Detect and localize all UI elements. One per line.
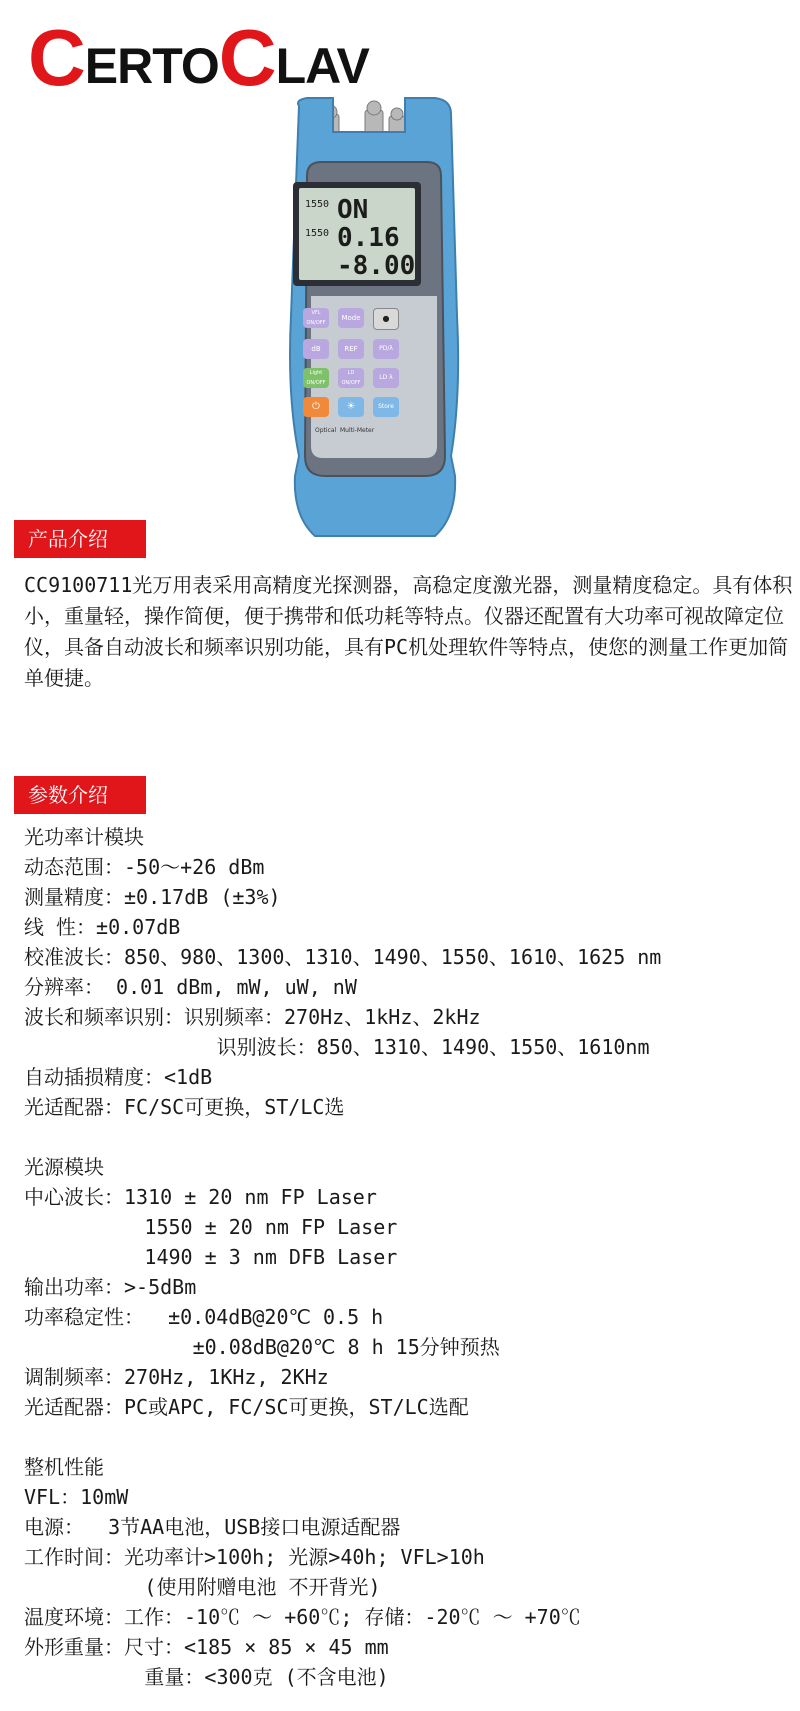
key-pd[interactable]: PD/λ	[373, 339, 399, 359]
param-line: 光适配器：PC或APC, FC/SC可更换，ST/LC选配	[24, 1395, 469, 1419]
key-light[interactable]: Light ON/OFF	[303, 368, 329, 388]
param-line: 动态范围：-50～+26 dBm	[24, 855, 265, 879]
key-db[interactable]: dB	[303, 339, 329, 359]
logo-letter-c2: C	[218, 13, 276, 102]
param-line: 中心波长：1310 ± 20 nm FP Laser	[24, 1185, 377, 1209]
key-ref[interactable]: REF	[338, 339, 364, 359]
param-line: 工作时间：光功率计>100h; 光源>40h; VFL>10h	[24, 1545, 485, 1569]
param-line: 光源模块	[24, 1155, 104, 1179]
param-line: 自动插损精度：<1dB	[24, 1065, 213, 1089]
param-line: ±0.08dB@20℃ 8 h 15分钟预热	[24, 1335, 500, 1359]
key-dot[interactable]: ●	[373, 308, 399, 330]
param-line	[24, 1122, 794, 1152]
param-line: 识别波长：850、1310、1490、1550、1610nm	[24, 1035, 650, 1059]
backlight-icon[interactable]: ☀	[338, 397, 364, 417]
param-line	[24, 1422, 794, 1452]
key-mode[interactable]: Mode	[338, 308, 364, 328]
param-line: 光适配器：FC/SC可更换，ST/LC选	[24, 1095, 345, 1119]
section-tag-product-intro: 产品介绍	[14, 520, 146, 558]
device-model-label: Optical Multi-Meter	[315, 427, 375, 434]
logo-letter-c1: C	[28, 13, 85, 102]
param-line: 重量：<300克 (不含电池)	[24, 1665, 389, 1689]
param-line: 1550 ± 20 nm FP Laser	[24, 1215, 398, 1239]
param-line: 外形重量：尺寸：<185 × 85 × 45 mm	[24, 1635, 389, 1659]
key-store[interactable]: Store	[373, 397, 399, 417]
key-ld-onoff[interactable]: LD ON/OFF	[338, 368, 364, 388]
lcd-value-1: ON	[337, 195, 369, 225]
keypad	[303, 308, 403, 434]
param-line: 光功率计模块	[24, 825, 144, 849]
param-line: 调制频率：270Hz, 1KHz, 2KHz	[24, 1365, 329, 1389]
lcd-value-3: -8.00	[337, 251, 416, 281]
section-tag-parameters: 参数介绍	[14, 776, 146, 814]
logo-text-lav: LAV	[275, 38, 369, 94]
param-line: 波长和频率识别：识别频率：270Hz、1kHz、2kHz	[24, 1005, 481, 1029]
param-line: VFL：10mW	[24, 1485, 129, 1509]
param-line: 分辨率： 0.01 dBm, mW, uW, nW	[24, 975, 357, 999]
logo-text-erto: ERTO	[84, 38, 219, 94]
param-line: 1490 ± 3 nm DFB Laser	[24, 1245, 398, 1269]
param-line: 功率稳定性： ±0.04dB@20℃ 0.5 h	[24, 1305, 384, 1329]
param-line: 温度环境：工作：-10℃ ～ +60℃; 存储：-20℃ ～ +70℃	[24, 1605, 581, 1629]
key-vfl[interactable]: VFL ON/OFF	[303, 308, 329, 328]
key-ld-lambda[interactable]: LD λ	[373, 368, 399, 388]
param-line: 整机性能	[24, 1455, 104, 1479]
lcd-label-2: 1550	[305, 228, 330, 239]
lcd-label-1: 1550	[305, 199, 330, 210]
param-line: 输出功率：>-5dBm	[24, 1275, 197, 1299]
param-line: 测量精度：±0.17dB (±3%)	[24, 885, 281, 909]
param-line: 线 性：±0.07dB	[24, 915, 181, 939]
parameter-list	[24, 822, 794, 1692]
brand-logo	[28, 13, 369, 102]
lcd-value-2: 0.16	[337, 223, 400, 253]
param-line: (使用附赠电池 不开背光)	[24, 1575, 381, 1599]
power-icon[interactable]: ⏻	[303, 397, 329, 417]
lcd-screen	[305, 195, 415, 279]
product-description: CC9100711光万用表采用高精度光探测器，高稳定度激光器，测量精度稳定。具有体积小，重量轻，操作简便，便于携带和低功耗等特点。仪器还配置有大功率可视故障定位仪，具备自动波长和频率识别功能，具有PC机处理软件等特点，使您的测量工作更加简单便捷。	[24, 573, 793, 690]
param-line: 电源： 3节AA电池，USB接口电源适配器	[24, 1515, 401, 1539]
param-line: 校准波长：850、980、1300、1310、1490、1550、1610、1625 nm	[24, 945, 662, 969]
